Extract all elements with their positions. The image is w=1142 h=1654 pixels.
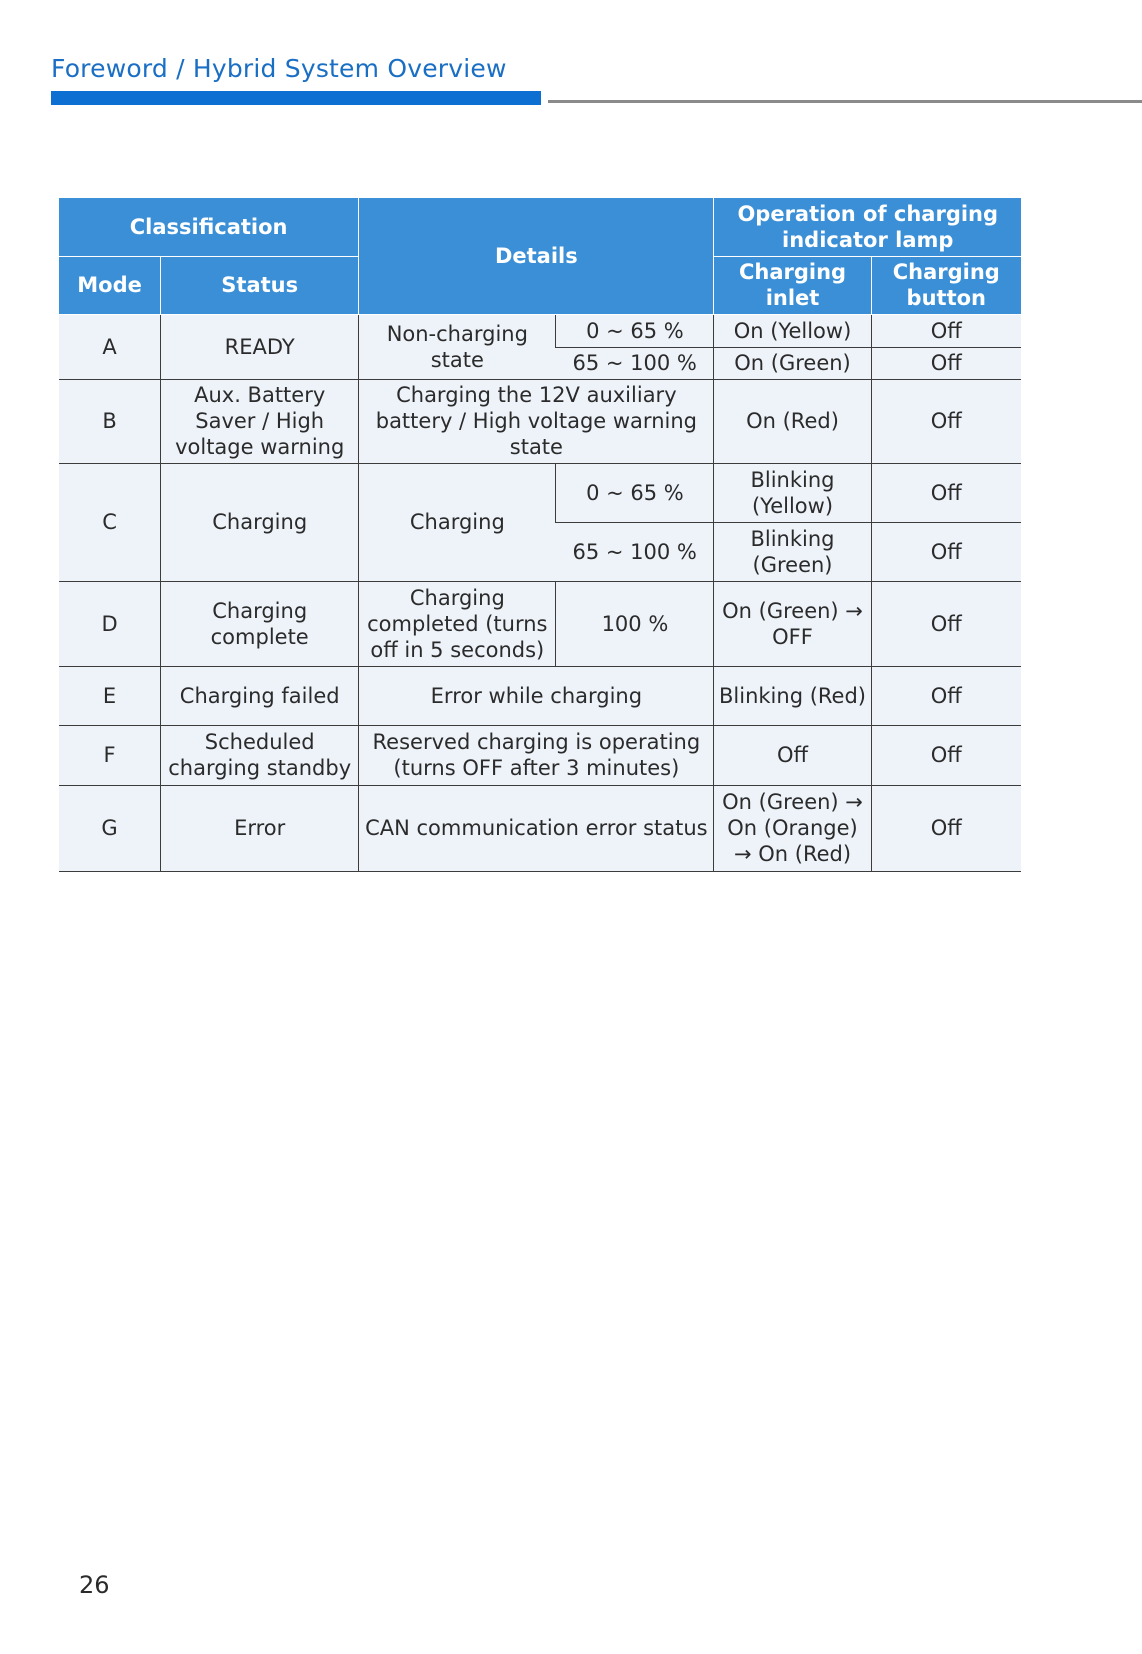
table-row — [59, 314, 1021, 347]
details-header: Details — [359, 198, 714, 314]
button-cell: Off — [871, 379, 1021, 463]
table-row — [59, 463, 1021, 522]
details-cell: CAN communication error status — [359, 785, 714, 871]
status-cell: READY — [161, 314, 359, 379]
header-accent-bar — [51, 91, 541, 105]
mode-cell: E — [59, 666, 161, 725]
button-cell: Off — [871, 581, 1021, 666]
header-divider — [548, 100, 1142, 103]
inlet-cell: On (Green) → On (Orange) → On (Red) — [714, 785, 871, 871]
mode-cell: G — [59, 785, 161, 871]
mode-cell: B — [59, 379, 161, 463]
charging-indicator-table — [59, 198, 1021, 872]
button-cell: Off — [871, 785, 1021, 871]
details-cell: Error while charging — [359, 666, 714, 725]
button-cell: Off — [871, 463, 1021, 522]
details-cell: Charging the 12V auxiliary battery / High voltage warning state — [359, 379, 714, 463]
mode-cell: C — [59, 463, 161, 581]
charging-button-header: Charging button — [871, 256, 1021, 314]
range-cell: 0 ~ 65 % — [556, 463, 714, 522]
mode-header: Mode — [59, 256, 161, 314]
inlet-cell: Blinking (Green) — [714, 522, 871, 581]
operation-header: Operation of charging indicator lamp — [714, 198, 1021, 256]
button-cell: Off — [871, 522, 1021, 581]
mode-cell: A — [59, 314, 161, 379]
status-cell: Aux. Battery Saver / High voltage warning — [161, 379, 359, 463]
button-cell: Off — [871, 666, 1021, 725]
mode-cell: D — [59, 581, 161, 666]
status-cell: Charging complete — [161, 581, 359, 666]
details-cell: Reserved charging is operating (turns OFF after 3 minutes) — [359, 725, 714, 785]
inlet-cell: On (Yellow) — [714, 314, 871, 347]
button-cell: Off — [871, 725, 1021, 785]
range-cell: 0 ~ 65 % — [556, 314, 714, 347]
status-header: Status — [161, 256, 359, 314]
table-row — [59, 581, 1021, 666]
details-cell: Charging completed (turns off in 5 seconds) — [359, 581, 556, 666]
inlet-cell: On (Green) → OFF — [714, 581, 871, 666]
status-cell: Charging — [161, 463, 359, 581]
range-cell: 65 ~ 100 % — [556, 522, 714, 581]
charging-inlet-header: Charging inlet — [714, 256, 871, 314]
inlet-cell: Off — [714, 725, 871, 785]
status-cell: Charging failed — [161, 666, 359, 725]
inlet-cell: On (Green) — [714, 347, 871, 379]
details-cell: Non-charging state — [359, 314, 556, 379]
table-row — [59, 379, 1021, 463]
status-cell: Error — [161, 785, 359, 871]
inlet-cell: On (Red) — [714, 379, 871, 463]
range-cell: 100 % — [556, 581, 714, 666]
range-cell: 65 ~ 100 % — [556, 347, 714, 379]
table-row — [59, 725, 1021, 785]
page-number: 26 — [79, 1571, 110, 1599]
button-cell: Off — [871, 314, 1021, 347]
inlet-cell: Blinking (Yellow) — [714, 463, 871, 522]
table-row — [59, 785, 1021, 871]
button-cell: Off — [871, 347, 1021, 379]
mode-cell: F — [59, 725, 161, 785]
classification-header: Classification — [59, 198, 359, 256]
inlet-cell: Blinking (Red) — [714, 666, 871, 725]
status-cell: Scheduled charging standby — [161, 725, 359, 785]
details-cell: Charging — [359, 463, 556, 581]
table-row — [59, 666, 1021, 725]
section-title: Foreword / Hybrid System Overview — [51, 54, 507, 83]
